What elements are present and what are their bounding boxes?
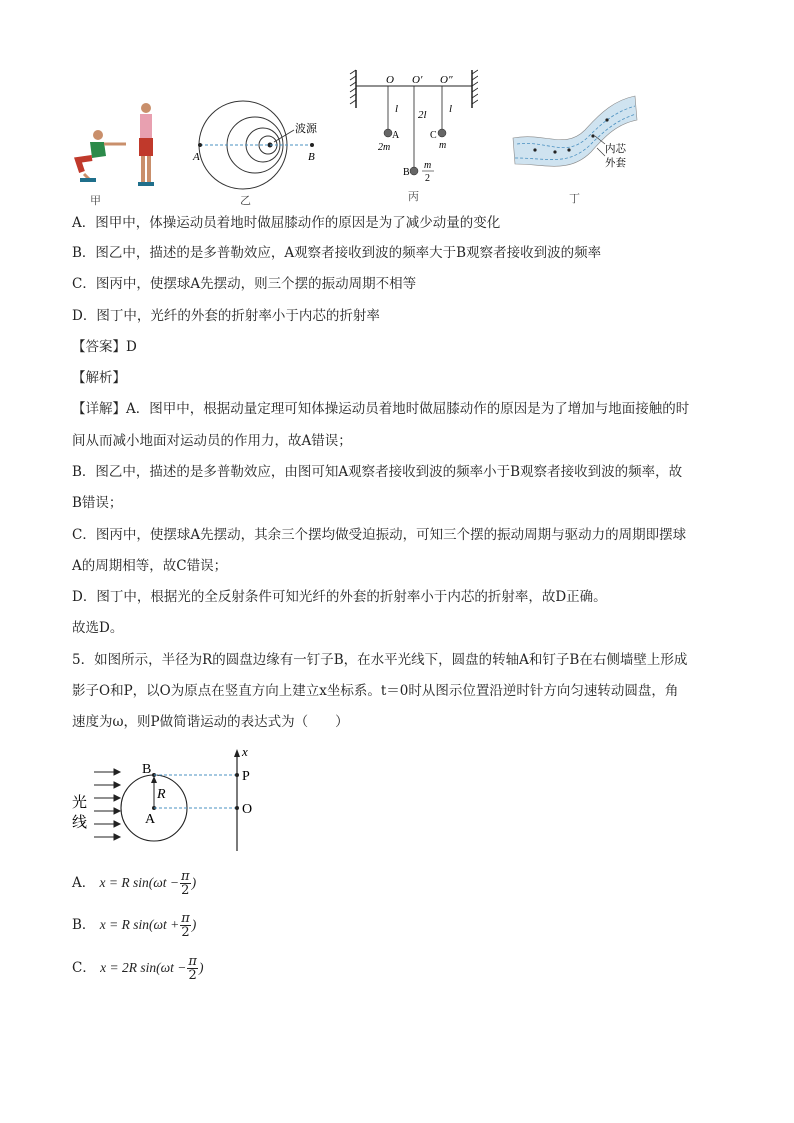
q5-option-b-label: B．	[72, 917, 96, 933]
q5-option-c-label: C．	[72, 960, 96, 976]
answer-row	[72, 337, 137, 357]
q5-option-a-label: A．	[72, 875, 96, 891]
q5-light-label-1: 光	[72, 795, 88, 811]
q4-option-c: C．图丙中，使摆球A先摆动，则三个摆的振动周期不相等	[72, 276, 417, 292]
ding-inner-label: 内芯	[605, 144, 626, 155]
q5-figure	[70, 745, 270, 853]
figure-jia	[66, 98, 166, 208]
bing-o3: O″	[440, 74, 453, 86]
analysis-tag: 【解析】	[72, 370, 126, 386]
bing-mb-num: m	[424, 160, 432, 171]
q5-option-a-close: )	[191, 875, 197, 890]
detail-line-4: B错误；	[72, 495, 123, 511]
q5-option-a-fraction: $\frac{\pi}{2}$	[181, 869, 190, 898]
detail-line-6: A的周期相等，故C错误；	[72, 558, 228, 574]
bing-mb-den: 2	[425, 173, 430, 184]
yi-source-label: 波源	[295, 123, 317, 135]
yi-label-a: A	[193, 151, 200, 163]
q5-stem-line-3: 速度为ω，则P做简谐运动的表达式为（ ）	[72, 714, 349, 730]
answer-value: D	[126, 339, 137, 355]
caption-jia: 甲	[90, 195, 101, 207]
q5-option-b-fraction: $\frac{\pi}{2}$	[181, 911, 190, 940]
q4-option-a: A．图甲中，体操运动员着地时做屈膝动作的原因是为了减少动量的变化	[72, 215, 501, 231]
q5-option-c-expr: x = 2R sin(ωt −	[100, 960, 187, 975]
figure-bing	[348, 68, 478, 208]
detail-line-3: B．图乙中，描述的是多普勒效应，由图可知A观察者接收到波的频率小于B观察者接收到波的频率，故	[72, 464, 683, 480]
q5-stem-line-1: 5．如图所示，半径为R的圆盘边缘有一钉子B，在水平光线下，圆盘的转轴A和钉子B在右侧墙壁上形成	[72, 652, 688, 668]
bing-o1: O	[386, 74, 394, 86]
q5-option-c-close: )	[198, 960, 204, 975]
detail-line-2: 间从而减小地面对运动员的作用力，故A错误；	[72, 433, 352, 449]
answer-tag: 【答案】	[72, 339, 126, 355]
figure-ding	[505, 80, 645, 208]
q5-option-b	[72, 912, 196, 939]
q5-label-p: P	[242, 769, 250, 784]
ding-outer-label: 外套	[605, 158, 626, 169]
q5-stem-line-2: 影子O和P，以O为原点在竖直方向上建立x坐标系。t＝0时从图示位置沿逆时针方向匀速转动圆盘，角	[72, 683, 679, 699]
bing-l3: l	[449, 103, 453, 115]
bing-ma: 2m	[378, 142, 391, 153]
caption-bing: 丙	[408, 191, 419, 203]
bing-o2: O′	[412, 74, 423, 86]
detail-line-7: D．图丁中，根据光的全反射条件可知光纤的外套的折射率小于内芯的折射率，故D正确。	[72, 589, 607, 605]
detail-line-1: 【详解】A．图甲中，根据动量定理可知体操运动员着地时做屈膝动作的原因是为了增加与地面接触的时	[72, 401, 690, 417]
caption-yi: 乙	[240, 195, 251, 207]
bing-l1: l	[395, 103, 399, 115]
q5-light-label-2: 线	[72, 815, 88, 831]
detail-line-5: C．图丙中，使摆球A先摆动，其余三个摆均做受迫振动，可知三个摆的振动周期与驱动力的周期即摆球	[72, 527, 687, 543]
q5-option-a-expr: x = R sin(ωt −	[99, 875, 180, 890]
bing-mc: m	[439, 140, 447, 151]
bing-c: C	[430, 130, 437, 141]
q5-label-r: R	[157, 787, 166, 802]
bing-l2: 2l	[418, 109, 427, 121]
caption-ding: 丁	[569, 193, 580, 205]
bing-a: A	[392, 130, 400, 141]
q5-label-b: B	[142, 762, 152, 777]
conclusion: 故选D。	[72, 620, 124, 636]
q5-option-b-close: )	[191, 917, 197, 932]
q5-option-c	[72, 955, 203, 982]
figure-yi	[188, 100, 328, 208]
q4-option-d: D．图丁中，光纤的外套的折射率小于内芯的折射率	[72, 308, 380, 324]
q5-option-a	[72, 870, 196, 897]
q5-label-a: A	[145, 812, 156, 827]
q4-option-b: B．图乙中，描述的是多普勒效应，A观察者接收到波的频率大于B观察者接收到波的频率	[72, 245, 602, 261]
q5-label-x: x	[242, 745, 248, 759]
bing-b: B	[403, 167, 410, 178]
q5-label-o: O	[242, 802, 253, 817]
yi-label-b: B	[308, 151, 315, 163]
q5-option-c-fraction: $\frac{\pi}{2}$	[188, 954, 197, 983]
q5-option-b-expr: x = R sin(ωt +	[99, 917, 180, 932]
